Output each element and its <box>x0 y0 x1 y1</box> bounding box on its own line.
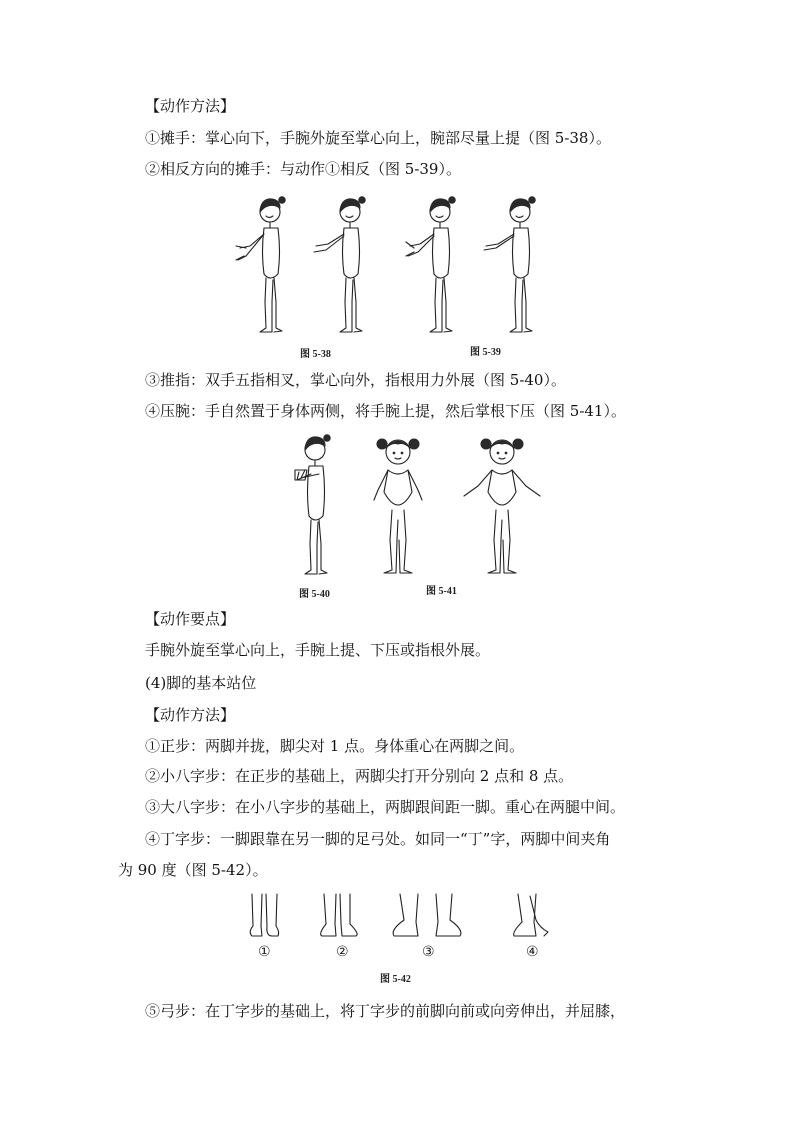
figure-5-40-41-illustration <box>280 430 550 580</box>
paragraph-item-5: ①正步：两脚并拢，脚尖对 1 点。身体重心在两脚之间。 <box>145 737 525 755</box>
foot-position-label-4: ④ <box>526 944 539 960</box>
paragraph-item-8: ④丁字步：一脚跟靠在另一脚的足弓处。如同一“丁”字，两脚中间夹角 <box>145 830 611 848</box>
figure-caption-5-40: 图 5-40 <box>299 589 330 600</box>
figure-caption-5-42: 图 5-42 <box>380 974 411 985</box>
subsection-title: (4)脚的基本站位 <box>145 674 257 692</box>
paragraph-item-8-continued: 为 90 度（图 5-42）。 <box>118 861 268 879</box>
figure-caption-5-38: 图 5-38 <box>300 349 331 360</box>
paragraph-item-2: ②相反方向的摊手：与动作①相反（图 5-39）。 <box>145 160 461 178</box>
paragraph-item-6: ②小八字步：在正步的基础上，两脚尖打开分别向 2 点和 8 点。 <box>145 767 574 785</box>
paragraph-item-9: ⑤弓步：在丁字步的基础上，将丁字步的前脚向前或向旁伸出，并屈膝， <box>145 1002 626 1020</box>
figure-5-38-39-illustration <box>230 190 570 340</box>
key-points-text: 手腕外旋至掌心向上，手腕上提、下压或指根外展。 <box>145 641 491 659</box>
paragraph-item-1: ①摊手：掌心向下，手腕外旋至掌心向上，腕部尽量上提（图 5-38）。 <box>145 129 611 147</box>
foot-position-label-2: ② <box>336 944 349 960</box>
figure-5-42-foot-positions <box>240 892 560 947</box>
section-heading-method-2: 【动作方法】 <box>145 706 236 724</box>
paragraph-item-3: ③推指：双手五指相叉，掌心向外，指根用力外展（图 5-40）。 <box>145 371 566 389</box>
paragraph-item-7: ③大八字步：在小八字步的基础上，两脚跟间距一脚。重心在两腿中间。 <box>145 798 626 816</box>
section-heading-method-1: 【动作方法】 <box>145 97 236 115</box>
section-heading-key-points: 【动作要点】 <box>145 610 236 628</box>
foot-position-label-3: ③ <box>422 944 435 960</box>
figure-caption-5-39: 图 5-39 <box>470 347 501 358</box>
foot-position-label-1: ① <box>258 944 271 960</box>
paragraph-item-4: ④压腕：手自然置于身体两侧，将手腕上提，然后掌根下压（图 5-41）。 <box>145 402 626 420</box>
figure-caption-5-41: 图 5-41 <box>426 586 457 597</box>
